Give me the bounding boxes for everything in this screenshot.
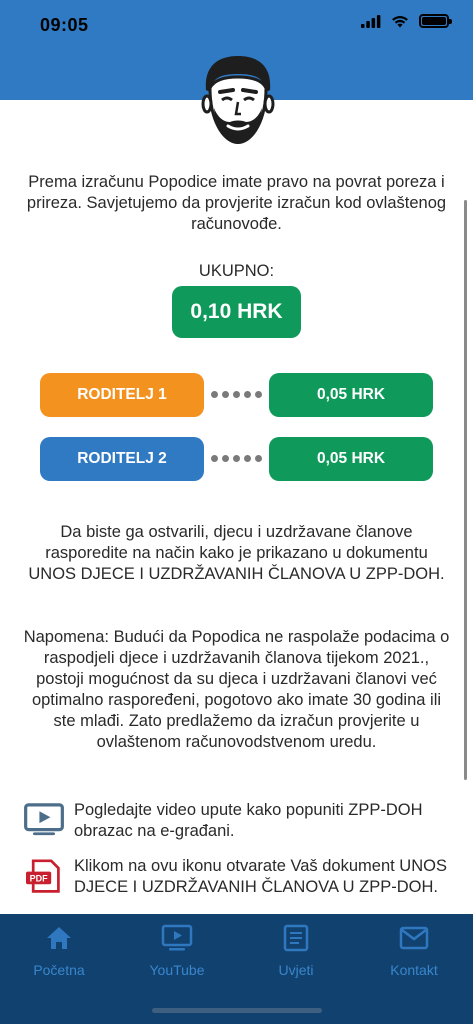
document-icon: [283, 924, 309, 952]
tv-icon: [161, 924, 193, 952]
pdf-link-row[interactable]: [22, 856, 452, 898]
home-icon: [45, 925, 73, 951]
tab-uvjeti[interactable]: [246, 922, 346, 978]
signal-icon: [361, 15, 381, 28]
mail-icon: [399, 926, 429, 950]
total-label: UKUPNO:: [198, 262, 275, 280]
status-time: 09:05: [40, 15, 89, 35]
video-tv-icon[interactable]: [22, 803, 66, 836]
svg-text:PDF: PDF: [29, 873, 48, 884]
tab-label: Početna: [33, 962, 85, 978]
parent-1-button[interactable]: RODITELJ 1: [40, 373, 204, 417]
total-value-badge: 0,10 HRK: [172, 286, 301, 338]
tab-pocetna[interactable]: [9, 922, 109, 978]
home-indicator[interactable]: [152, 1008, 322, 1013]
tab-label: Kontakt: [390, 962, 438, 978]
tab-label: YouTube: [149, 962, 205, 978]
note-text: Napomena: Budući da Popodica ne raspolaže podacima o raspodjeli djece i uzdržavanih članova tijekom 2021., postoji mogućnost da su djeca i uzdržavani članovi već optimalno raspoređeni, pogotovo ako imate 30 godina ili ste mlađi. Zato predlažemo da izračun provjerite u ovlaštenom računovodstvenom uredu.: [23, 628, 450, 751]
status-icons: [361, 14, 449, 28]
instruction-text: Da biste ga ostvarili, djecu i uzdržavane članove rasporedite na način kako je prikazano u dokumentu UNOS DJECE I UZDRŽAVANIH ČLANOVA U ZPP-DOH.: [28, 523, 445, 583]
connector-dots: [206, 391, 267, 401]
video-link-text[interactable]: Pogledajte video upute kako popuniti ZPP-DOH obrazac na e-građani.: [74, 801, 423, 840]
pdf-link-text[interactable]: Klikom na ovu ikonu otvarate Vaš dokument UNOS DJECE I UZDRŽAVANIH ČLANOVA U ZPP-DOH.: [74, 857, 447, 896]
wifi-icon: [391, 15, 409, 28]
connector-dots: [206, 455, 267, 465]
intro-text: Prema izračunu Popodice imate pravo na povrat poreza i prireza. Savjetujemo da provjerite izračun kod ovlaštenog računovođe.: [26, 173, 447, 233]
scrollbar[interactable]: [464, 200, 467, 780]
parent-2-button[interactable]: RODITELJ 2: [40, 437, 204, 481]
tab-kontakt[interactable]: [364, 922, 464, 978]
tab-label: Uvjeti: [278, 962, 314, 978]
status-bar: [0, 0, 473, 50]
tab-youtube[interactable]: [127, 922, 227, 978]
pdf-icon[interactable]: [22, 859, 66, 895]
avatar-face-icon: [200, 52, 276, 148]
video-link-row[interactable]: [22, 800, 452, 842]
parent-1-amount: 0,05 HRK: [269, 373, 433, 417]
battery-icon: [419, 14, 449, 28]
parent-2-amount: 0,05 HRK: [269, 437, 433, 481]
